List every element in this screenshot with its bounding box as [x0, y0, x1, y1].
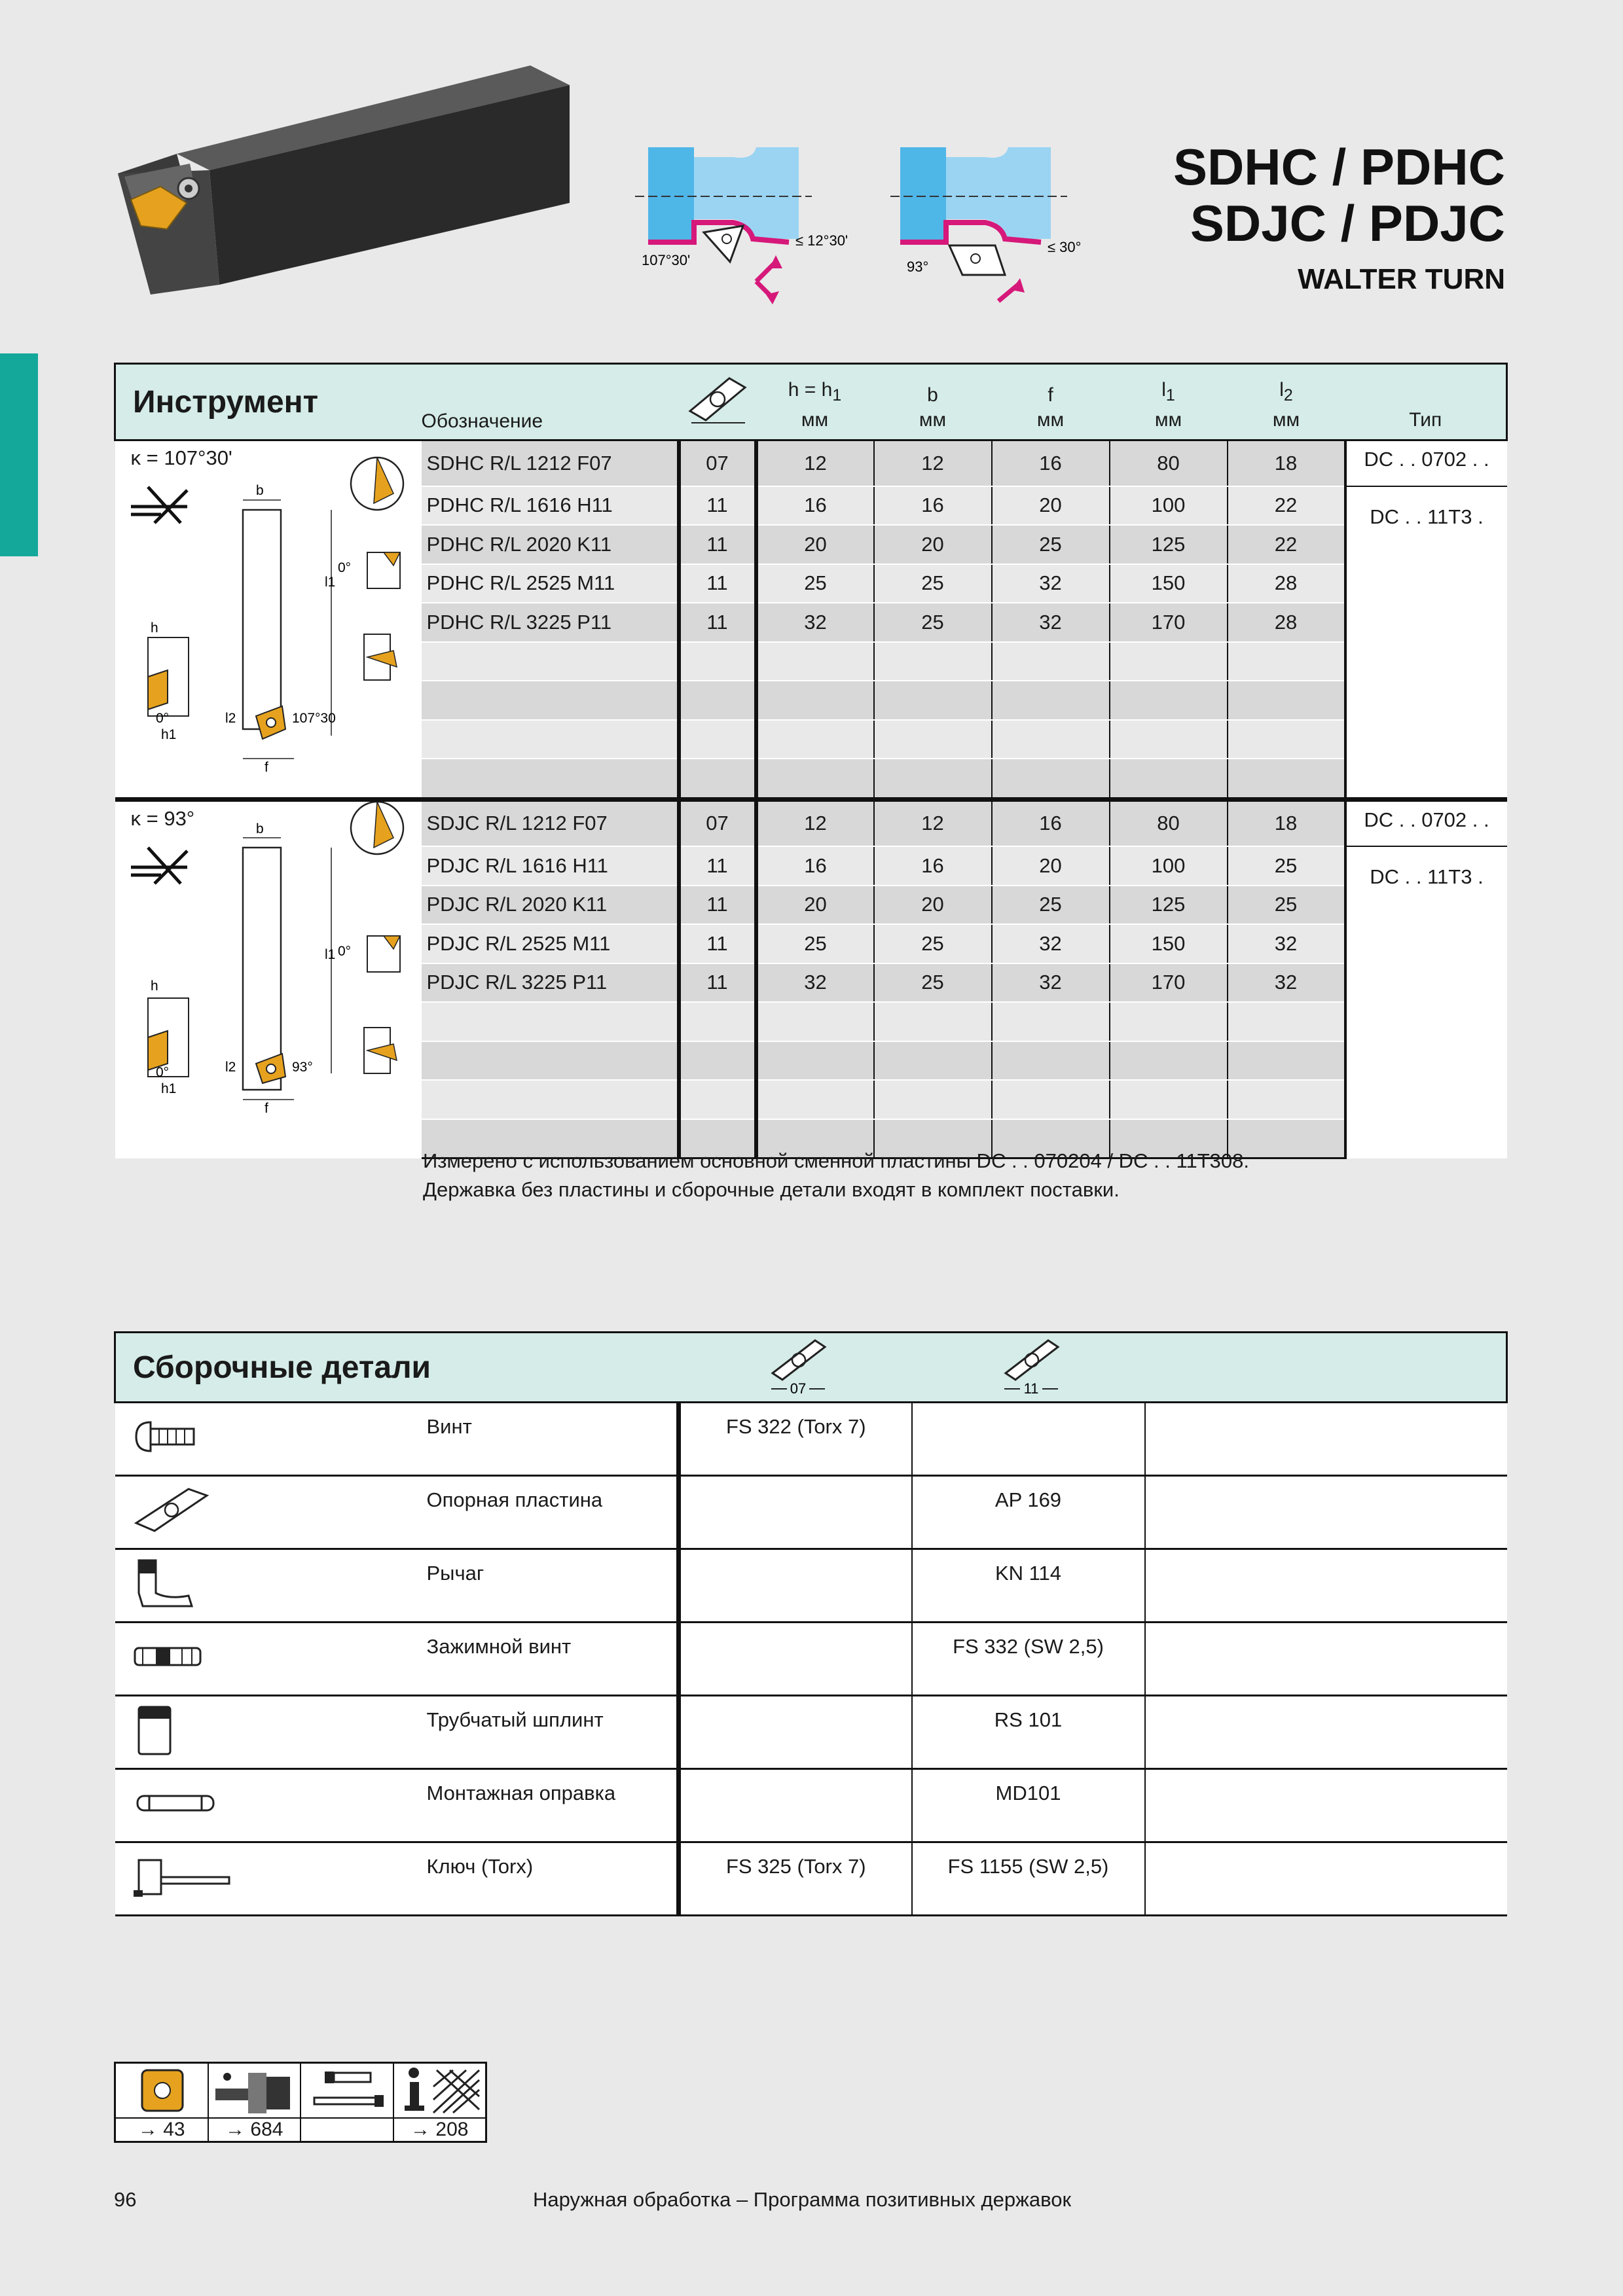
h-cell: 12	[756, 799, 874, 846]
shim-plate-icon	[115, 1476, 422, 1549]
f-cell: 20	[992, 486, 1110, 526]
part-empty	[1145, 1476, 1507, 1549]
insert-shape-icon	[685, 373, 750, 425]
part-name: Рычаг	[422, 1549, 679, 1623]
h-cell: 25	[756, 924, 874, 963]
l1-cell	[1110, 681, 1228, 720]
designation-cell	[422, 642, 679, 681]
l1-cell	[1110, 1041, 1228, 1081]
f-cell	[992, 1080, 1110, 1119]
assembly-row[interactable]	[115, 1403, 1507, 1476]
h-cell: 20	[756, 525, 874, 564]
tool-holder-illustration	[111, 59, 583, 308]
l1-cell: 80	[1110, 799, 1228, 846]
ref-spare-parts-page	[301, 2117, 393, 2141]
h-cell	[756, 681, 874, 720]
h-cell: 16	[756, 846, 874, 886]
designation-cell	[422, 1002, 679, 1041]
tool-table	[114, 363, 1508, 1159]
dim-label-h1: h1	[160, 1081, 176, 1096]
part-empty	[1145, 1842, 1507, 1916]
ic-cell	[679, 720, 756, 759]
part-empty	[1145, 1769, 1507, 1842]
tool-table-title: Инструмент	[115, 364, 422, 440]
part-empty	[1145, 1623, 1507, 1696]
assembly-row[interactable]	[115, 1549, 1507, 1623]
dim-label-zero: 0°	[155, 1064, 169, 1080]
ref-holder[interactable]	[209, 2064, 302, 2141]
footnote-line-1: Измерено с использованием основной сменной пластины DC . . 070204 / DC . . 11T308.	[423, 1149, 1249, 1172]
title-line-1: SDHC / PDHC	[1173, 138, 1505, 196]
insert-11-icon	[986, 1335, 1071, 1394]
part-name: Винт	[422, 1403, 679, 1476]
ic-cell	[679, 681, 756, 720]
part-name: Трубчатый шплинт	[422, 1696, 679, 1769]
ic-cell	[679, 759, 756, 799]
part-07	[679, 1769, 912, 1842]
l2-cell	[1228, 1002, 1345, 1041]
designation-cell: PDHC R/L 1616 H11	[422, 486, 679, 526]
designation-cell: PDJC R/L 2525 M11	[422, 924, 679, 963]
ref-holder-page: → 684	[209, 2117, 301, 2141]
part-name: Опорная пластина	[422, 1476, 679, 1549]
f-cell: 32	[992, 564, 1110, 603]
ic-cell: 11	[679, 924, 756, 963]
designation-cell: PDHC R/L 2020 K11	[422, 525, 679, 564]
ic-cell: 07	[679, 799, 756, 846]
type-header: Тип	[1345, 364, 1507, 440]
l2-cell: 22	[1228, 486, 1345, 526]
part-11: KN 114	[912, 1549, 1145, 1623]
b-cell	[874, 1041, 992, 1081]
designation-cell	[422, 1080, 679, 1119]
part-name: Монтажная оправка	[422, 1769, 679, 1842]
part-07	[679, 1623, 912, 1696]
part-name: Ключ (Torx)	[422, 1842, 679, 1916]
h-cell: 20	[756, 886, 874, 925]
l1-cell: 125	[1110, 525, 1228, 564]
part-07: FS 322 (Torx 7)	[679, 1403, 912, 1476]
insert-icon	[116, 2064, 208, 2117]
l2-cell: 28	[1228, 603, 1345, 642]
l2-cell: 22	[1228, 525, 1345, 564]
kappa-label: κ = 107°30'	[130, 446, 232, 469]
b-cell: 20	[874, 886, 992, 925]
dim-label-f: f	[264, 760, 268, 775]
col-header-l1: $l_1$ мм	[1110, 364, 1228, 440]
h-cell: 25	[756, 564, 874, 603]
f-cell: 25	[992, 886, 1110, 925]
dim-label-l2: l2	[225, 711, 236, 726]
designation-cell	[422, 759, 679, 799]
dim-label-l1: l1	[324, 575, 335, 590]
ref-insert[interactable]	[116, 2064, 209, 2141]
ref-info[interactable]	[394, 2064, 486, 2141]
f-cell	[992, 720, 1110, 759]
h-cell	[756, 1041, 874, 1081]
assembly-col-empty	[1145, 1333, 1507, 1403]
h-cell	[756, 1002, 874, 1041]
tubular-pin-icon	[115, 1696, 422, 1769]
b-cell: 16	[874, 486, 992, 526]
insert-type-cell: DC . . 0702 . .	[1345, 799, 1507, 846]
l1-cell	[1110, 642, 1228, 681]
h-cell	[756, 720, 874, 759]
reference-box	[114, 2062, 487, 2143]
l2-cell: 18	[1228, 440, 1345, 486]
b-cell: 20	[874, 525, 992, 564]
assembly-col-11	[912, 1333, 1145, 1403]
footer-text: Наружная обработка – Программа позитивных державок	[533, 2188, 1072, 2211]
h-cell	[756, 1080, 874, 1119]
l1-cell: 170	[1110, 603, 1228, 642]
ic-cell	[679, 1041, 756, 1081]
part-empty	[1145, 1549, 1507, 1623]
l1-cell: 150	[1110, 564, 1228, 603]
h-cell	[756, 759, 874, 799]
assembly-col-07	[679, 1333, 912, 1403]
dim-label-zero: 0°	[155, 711, 169, 726]
part-11: FS 332 (SW 2,5)	[912, 1623, 1145, 1696]
tool-dimension-diagram	[115, 441, 422, 781]
angle-label-12: ≤ 12°30'	[795, 232, 848, 249]
l1-cell	[1110, 1080, 1228, 1119]
designation-cell	[422, 720, 679, 759]
page-number: 96	[114, 2188, 137, 2211]
b-cell: 25	[874, 963, 992, 1003]
l1-cell	[1110, 759, 1228, 799]
l1-cell: 100	[1110, 486, 1228, 526]
part-11: MD101	[912, 1769, 1145, 1842]
designation-cell: PDJC R/L 3225 P11	[422, 963, 679, 1003]
l2-cell	[1228, 1080, 1345, 1119]
ic-cell	[679, 642, 756, 681]
ic-cell: 11	[679, 486, 756, 526]
designation-cell: SDHC R/L 1212 F07	[422, 440, 679, 486]
dim-label-angle: 93°	[291, 1059, 313, 1075]
ic-cell	[679, 1002, 756, 1041]
info-icon	[394, 2064, 486, 2117]
h-cell	[756, 642, 874, 681]
ic-cell: 11	[679, 564, 756, 603]
ic-cell: 07	[679, 440, 756, 486]
brand-subtitle: WALTER TURN	[1298, 263, 1505, 295]
insert-type-cell: DC . . 11T3 .	[1345, 486, 1507, 800]
b-cell	[874, 759, 992, 799]
spare-parts-icon	[301, 2064, 393, 2117]
l1-cell	[1110, 1002, 1228, 1041]
dim-label-b: b	[255, 821, 264, 836]
ic-cell: 11	[679, 963, 756, 1003]
l2-cell: 25	[1228, 846, 1345, 886]
b-cell: 25	[874, 603, 992, 642]
insert-type-cell: DC . . 11T3 .	[1345, 846, 1507, 1158]
dim-label-f: f	[264, 1100, 268, 1116]
designation-cell: PDJC R/L 2020 K11	[422, 886, 679, 925]
footnote	[423, 1147, 1249, 1204]
l2-cell: 28	[1228, 564, 1345, 603]
ref-insert-page: → 43	[116, 2117, 208, 2141]
angle-label-30: ≤ 30°	[1048, 239, 1082, 255]
assembly-row[interactable]	[115, 1623, 1507, 1696]
b-cell	[874, 1080, 992, 1119]
l1-cell	[1110, 720, 1228, 759]
l1-cell: 125	[1110, 886, 1228, 925]
title-line-2: SDJC / PDJC	[1190, 194, 1505, 252]
dim-label-h: h	[150, 978, 158, 994]
col-header-b: b мм	[874, 364, 992, 440]
dim-label-angle: 107°30	[291, 711, 336, 726]
tool-diagram-cell	[115, 799, 422, 1158]
part-empty	[1145, 1403, 1507, 1476]
designation-cell	[422, 681, 679, 720]
cutting-direction-icon	[131, 848, 187, 884]
b-cell: 12	[874, 799, 992, 846]
dim-label-zero-b: 0°	[337, 943, 351, 959]
designation-cell: PDHC R/L 3225 P11	[422, 603, 679, 642]
l2-cell	[1228, 1041, 1345, 1081]
ic-cell: 11	[679, 603, 756, 642]
col-header-h: $h = h_1$ мм	[756, 364, 874, 440]
part-11: FS 1155 (SW 2,5)	[912, 1842, 1145, 1916]
insert-11-label: 11	[1023, 1380, 1038, 1394]
part-07	[679, 1476, 912, 1549]
l2-cell: 18	[1228, 799, 1345, 846]
l1-cell: 80	[1110, 440, 1228, 486]
f-cell: 25	[992, 525, 1110, 564]
ic-cell: 11	[679, 525, 756, 564]
l2-cell	[1228, 681, 1345, 720]
f-cell	[992, 759, 1110, 799]
l2-cell	[1228, 720, 1345, 759]
dim-label-h1: h1	[160, 727, 176, 742]
dim-label-l2: l2	[225, 1059, 236, 1075]
part-name: Зажимной винт	[422, 1623, 679, 1696]
tool-table-row[interactable]	[115, 440, 1507, 486]
screw-icon	[115, 1403, 422, 1476]
b-cell	[874, 1002, 992, 1041]
assembly-row[interactable]	[115, 1842, 1507, 1916]
l1-cell: 150	[1110, 924, 1228, 963]
assembly-table-title: Сборочные детали	[115, 1333, 679, 1403]
cutting-direction-icon	[131, 487, 187, 523]
designation-cell: PDJC R/L 1616 H11	[422, 846, 679, 886]
l1-cell: 100	[1110, 846, 1228, 886]
f-cell	[992, 1002, 1110, 1041]
part-11	[912, 1403, 1145, 1476]
assembly-row[interactable]	[115, 1769, 1507, 1842]
part-07: FS 325 (Torx 7)	[679, 1842, 912, 1916]
holder-icon	[209, 2064, 301, 2117]
kappa-label: κ = 93°	[130, 806, 195, 830]
f-cell: 20	[992, 846, 1110, 886]
assembly-row[interactable]	[115, 1696, 1507, 1769]
l1-cell: 170	[1110, 963, 1228, 1003]
page-title	[1173, 139, 1505, 251]
f-cell	[992, 681, 1110, 720]
b-cell	[874, 642, 992, 681]
h-cell: 12	[756, 440, 874, 486]
h-cell: 32	[756, 603, 874, 642]
f-cell: 32	[992, 924, 1110, 963]
ref-spare-parts[interactable]	[301, 2064, 394, 2141]
ic-cell: 11	[679, 846, 756, 886]
clamp-screw-icon	[115, 1623, 422, 1696]
b-cell: 12	[874, 440, 992, 486]
part-07	[679, 1549, 912, 1623]
col-header-f: f мм	[992, 364, 1110, 440]
part-11: AP 169	[912, 1476, 1145, 1549]
dim-label-l1: l1	[324, 946, 335, 962]
torx-key-icon	[115, 1842, 422, 1916]
insert-ic-header	[679, 364, 756, 440]
designation-cell: SDJC R/L 1212 F07	[422, 799, 679, 846]
designation-cell: PDHC R/L 2525 M11	[422, 564, 679, 603]
dim-label-b: b	[255, 483, 264, 498]
tool-table-row[interactable]	[115, 799, 1507, 846]
ic-cell	[679, 1080, 756, 1119]
part-07	[679, 1696, 912, 1769]
f-cell: 16	[992, 799, 1110, 846]
b-cell: 16	[874, 846, 992, 886]
section-tab-marker	[0, 353, 38, 556]
l2-cell: 32	[1228, 924, 1345, 963]
insert-07-icon	[753, 1335, 838, 1394]
b-cell: 25	[874, 564, 992, 603]
insert-07-label: 07	[790, 1380, 806, 1394]
col-header-l2: $l_2$ мм	[1228, 364, 1345, 440]
b-cell	[874, 681, 992, 720]
angle-label-107: 107°30'	[642, 252, 691, 268]
designation-header: Обозначение	[422, 364, 679, 440]
l2-cell: 32	[1228, 963, 1345, 1003]
part-empty	[1145, 1696, 1507, 1769]
assembly-row[interactable]	[115, 1476, 1507, 1549]
b-cell: 25	[874, 924, 992, 963]
f-cell: 32	[992, 603, 1110, 642]
h-cell: 16	[756, 486, 874, 526]
tool-diagram-cell	[115, 440, 422, 800]
insert-type-cell: DC . . 0702 . .	[1345, 440, 1507, 486]
ic-cell: 11	[679, 886, 756, 925]
dim-label-h: h	[150, 620, 158, 636]
l2-cell	[1228, 642, 1345, 681]
lever-icon	[115, 1549, 422, 1623]
f-cell	[992, 642, 1110, 681]
f-cell: 16	[992, 440, 1110, 486]
machining-diagram-107	[635, 141, 871, 317]
l2-cell	[1228, 759, 1345, 799]
l2-cell: 25	[1228, 886, 1345, 925]
designation-cell	[422, 1041, 679, 1081]
part-11: RS 101	[912, 1696, 1145, 1769]
dim-label-zero-b: 0°	[337, 560, 351, 575]
tool-dimension-diagram	[115, 802, 422, 1142]
angle-label-93: 93°	[907, 259, 929, 275]
h-cell: 32	[756, 963, 874, 1003]
ref-info-page: → 208	[394, 2117, 486, 2141]
f-cell	[992, 1041, 1110, 1081]
b-cell	[874, 720, 992, 759]
footnote-line-2: Державка без пластины и сборочные детали входят в комплект поставки.	[423, 1178, 1120, 1201]
f-cell: 32	[992, 963, 1110, 1003]
mounting-mandrel-icon	[115, 1769, 422, 1842]
machining-diagram-93	[890, 141, 1113, 317]
assembly-table	[114, 1331, 1508, 1916]
